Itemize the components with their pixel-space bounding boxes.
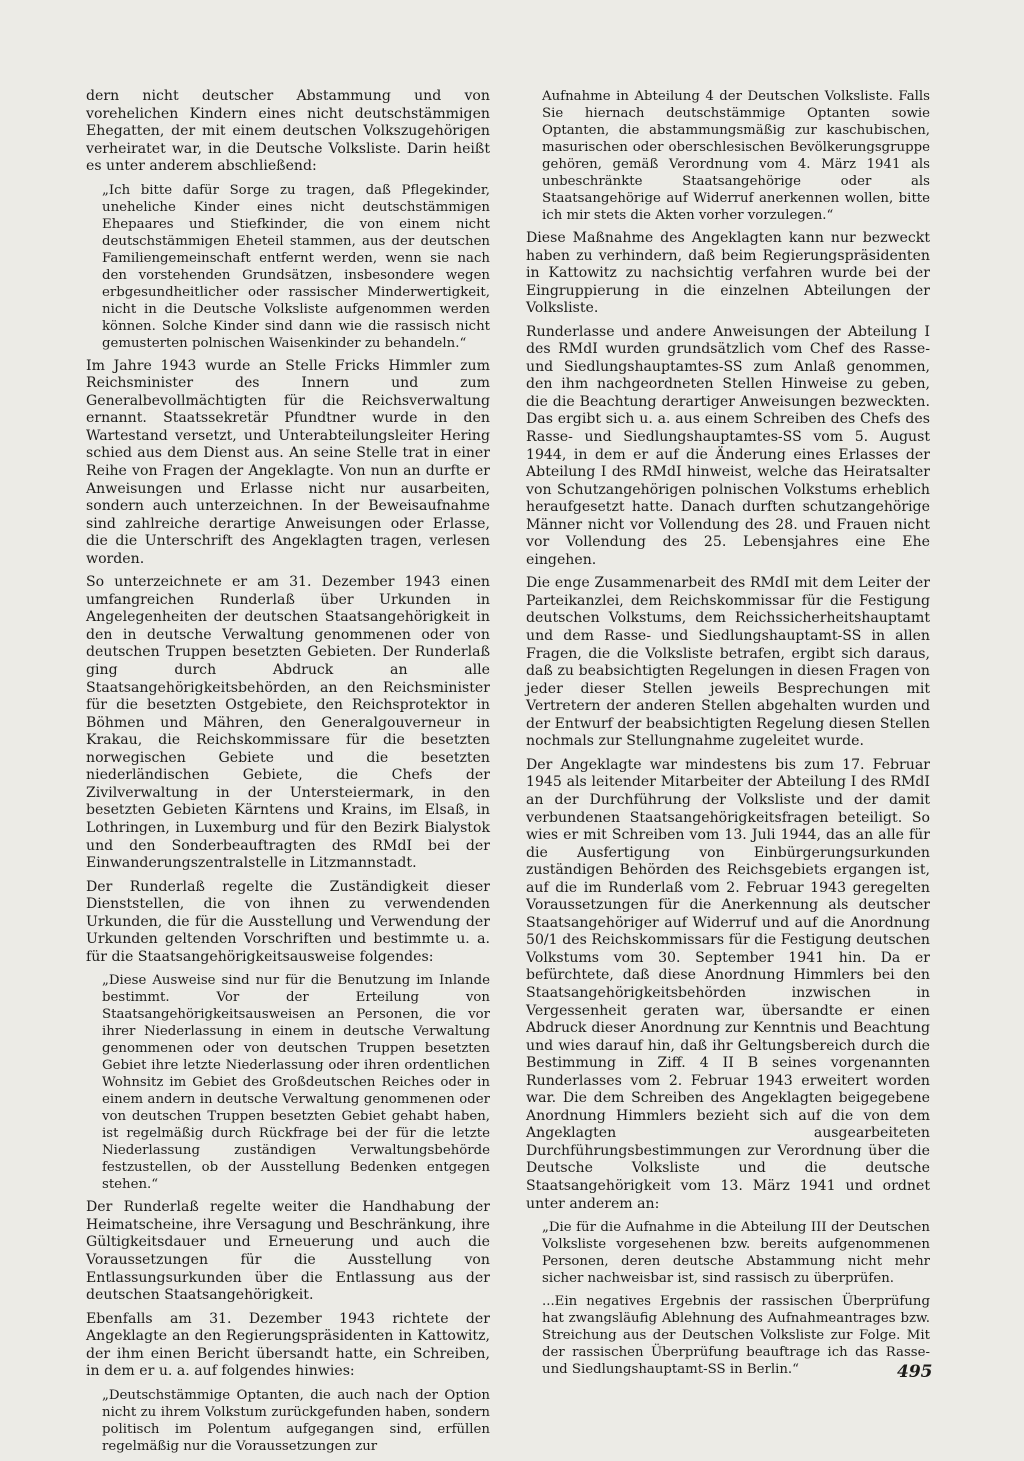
paragraph: Die enge Zusammenarbeit des RMdI mit dem Leiter der Parteikanzlei, dem Reichskommissar für die Festigung deutschen Volkstums, dem Reichssicherheitshauptamt und dem Rasse- und Siedlungshauptamt-SS in allen Fragen, die die Volksliste betrafen, ergibt sich daraus, daß zu beabsichtigten Regelungen in diesen Fragen von jeder dieser Stellen jeweils Besprechungen mit Vertretern der anderen Stellen abgehalten wurden und der Entwurf der beabsichtigten Regelung diesen Stellen nochmals zur Stellungnahme zugeleitet wurde. <box>526 575 930 750</box>
paragraph: Diese Maßnahme des Angeklagten kann nur bezweckt haben zu verhindern, daß beim Regierungspräsidenten in Kattowitz zu nachsichtig verfahren wurde bei der Eingruppierung in die einzelnen Abteilungen der Volksliste. <box>526 230 930 317</box>
paragraph: Der Runderlaß regelte weiter die Handhabung der Heimatscheine, ihre Versagung und Beschränkung, ihre Gültigkeitsdauer und Erneuerung und auch die Voraussetzungen für die Ausstellung von Entlassungsurkunden über die Entlassung aus der deutschen Staatsangehörigkeit. <box>86 1199 490 1304</box>
paragraph: dern nicht deutscher Abstammung und von vorehelichen Kindern eines nicht deutschstämmigen Ehegatten, der mit einem deutschen Volkszugehörigen verheiratet war, in die Deutsche Volksliste. Darin heißt es unter anderem abschließend: <box>86 88 490 175</box>
paragraph: Der Runderlaß regelte die Zuständigkeit dieser Dienststellen, die von ihnen zu verwendenden Urkunden, die für die Ausstellung und Verwendung der Urkunden geltenden Vorschriften und bestimmte u. a. für die Staatsangehörigkeitsausweise folgendes: <box>86 878 490 965</box>
quote-paragraph: „Diese Ausweise sind nur für die Benutzung im Inlande bestimmt. Vor der Erteilung von Staatsangehörigkeitsausweisen an Personen, die vor ihrer Niederlassung in einem in deutsche Verwaltung genommenen oder von deutschen Truppen besetzten Gebiet ihre letzte Niederlassung oder ihren ordentlichen Wohnsitz im Gebiet des Großdeutschen Reiches oder in einem andern in deutsche Verwaltung genommenen oder von deutschen Truppen besetzten Gebiet gehabt haben, ist regelmäßig durch Rückfrage bei der für die letzte Niederlassung zuständigen Verwaltungsbehörde festzustellen, ob der Ausstellung Bedenken entgegen stehen.“ <box>102 973 490 1193</box>
quote-paragraph: Aufnahme in Abteilung 4 der Deutschen Volksliste. Falls Sie hiernach deutschstämmige Optanten sowie Optanten, die abstammungsmäßig zur kaschubischen, masurischen oder oberschlesischen Bevölkerungsgruppe gehören, gemäß Verordnung vom 4. März 1941 als unbeschränkte Staatsangehörige oder als Staatsangehörige auf Widerruf anerkennen wollen, bitte ich mir stets die Akten vorher vorzulegen.“ <box>542 89 930 223</box>
paragraph: Ebenfalls am 31. Dezember 1943 richtete der Angeklagte an den Regierungspräsidenten in Kattowitz, der ihm einen Bericht übersandt hatte, ein Schreiben, in dem er u. a. auf folgendes hinwies: <box>86 1310 490 1380</box>
page-number: 495 <box>897 1362 933 1382</box>
paragraph: Der Angeklagte war mindestens bis zum 17. Februar 1945 als leitender Mitarbeiter der Abteilung I des RMdI an der Durchführung der Volksliste und der damit verbundenen Staatsangehörigkeitsfragen beteiligt. So wies er mit Schreiben vom 13. Juli 1944, das an alle für die Ausfertigung von Einbürgerungsurkunden zuständigen Behörden des Reichsgebiets ergangen ist, auf die im Runderlaß vom 2. Februar 1943 geregelten Voraussetzungen für die Anerkennung als deutscher Staatsangehöriger auf Widerruf und auf die Anordnung 50/1 des Reichskommissars für die Festigung deutschen Volkstums vom 30. September 1941 hin. Da er befürchtete, daß diese Anordnung Himmlers bei den Staatsangehörigkeitsbehörden inzwischen in Vergessenheit geraten war, übersandte er einen Abdruck dieser Anordnung zur Kenntnis und Beachtung und wies darauf hin, daß ihr Geltungsbereich durch die Bestimmung in Ziff. 4 II B seines vorgenannten Runderlasses vom 2. Februar 1943 erweitert worden war. Die dem Schreiben des Angeklagten beigegebene Anordnung Himmlers bezieht sich auf die von dem Angeklagten ausgearbeiteten Durchführungsbestimmungen zur Verordnung über die Deutsche Volksliste und die deutsche Staatsangehörigkeit vom 13. März 1941 und ordnet unter anderem an: <box>526 756 930 1212</box>
left-column <box>86 88 490 1461</box>
quote-paragraph: „Ich bitte dafür Sorge zu tragen, daß Pflegekinder, uneheliche Kinder eines nicht deutschstämmigen Ehepaares und Stiefkinder, die von einem nicht deutschstämmigen Eheteil stammen, aus der deutschen Familiengemeinschaft entfernt werden, wenn sie nach den vorstehenden Grundsätzen, insbesondere wegen erbgesundheitlicher oder rassischer Minderwertigkeit, nicht in die Deutsche Volksliste aufgenommen werden können. Solche Kinder sind dann wie die rassisch nicht gemusterten polnischen Waisenkinder zu behandeln.“ <box>102 182 490 351</box>
quote-paragraph: „Deutschstämmige Optanten, die auch nach der Option nicht zu ihrem Volkstum zurückgefunden haben, sondern politisch im Polentum aufgegangen sind, erfüllen regelmäßig nur die Voraussetzungen zur <box>102 1387 490 1454</box>
quote-paragraph: „Die für die Aufnahme in die Abteilung III der Deutschen Volksliste vorgesehenen bzw. bereits aufgenommenen Personen, deren deutsche Abstammung nicht mehr sicher nachweisbar ist, sind rassisch zu überprüfen. <box>542 1220 930 1287</box>
paragraph: Runderlasse und andere Anweisungen der Abteilung I des RMdI wurden grundsätzlich vom Chef des Rasse- und Siedlungshauptamtes-SS zum Anlaß genommen, den ihm nachgeordneten Stellen Hinweise zu geben, die die Beachtung derartiger Anweisungen bezweckten. Das ergibt sich u. a. aus einem Schreiben des Chefs des Rasse- und Siedlungshauptamtes-SS vom 5. August 1944, in dem er auf die Änderung eines Erlasses der Abteilung I des RMdI hinweist, welche das Heiratsalter von Schutzangehörigen polnischen Volkstums erheblich heraufgesetzt hatte. Danach durften schutzangehörige Männer nicht vor Vollendung des 28. und Frauen nicht vor Vollendung des 25. Lebensjahres eine Ehe eingehen. <box>526 323 930 568</box>
paragraph: So unterzeichnete er am 31. Dezember 1943 einen umfangreichen Runderlaß über Urkunden in Angelegenheiten der deutschen Staatsangehörigkeit in den in deutsche Verwaltung genommenen oder von deutschen Truppen besetzten Gebieten. Der Runderlaß ging durch Abdruck an alle Staatsangehörigkeitsbehörden, an den Reichsminister für die besetzten Ostgebiete, den Reichsprotektor in Böhmen und Mähren, den Generalgouverneur in Krakau, die Reichskommissare für die besetzten norwegischen Gebiete und die besetzten niederländischen Gebiete, die Chefs der Zivilverwaltung in der Untersteiermark, in den besetzten Gebieten Kärntens und Krains, im Elsaß, in Lothringen, in Luxemburg und für den Bezirk Bialystok und den Sonderbeauftragten des RMdI bei der Einwanderungszentralstelle in Litzmannstadt. <box>86 574 490 872</box>
quote-paragraph: ...Ein negatives Ergebnis der rassischen Überprüfung hat zwangsläufig Ablehnung des Aufnahmeantrages bzw. Streichung aus der Deutschen Volksliste zur Folge. Mit der rassischen Überprüfung beauftrage ich das Rasse- und Siedlungshauptamt-SS in Berlin.“ <box>542 1294 930 1378</box>
right-column <box>526 88 930 1384</box>
paragraph: Im Jahre 1943 wurde an Stelle Fricks Himmler zum Reichsminister des Innern und zum Generalbevollmächtigten für die Reichsverwaltung ernannt. Staatssekretär Pfundtner wurde in den Wartestand versetzt, und Unterabteilungsleiter Hering schied aus dem Dienst aus. An seine Stelle trat in einer Reihe von Fragen der Angeklagte. Von nun an durfte er Anweisungen und Erlasse nicht nur ausarbeiten, sondern auch unterzeichnen. In der Beweisaufnahme sind zahlreiche derartige Anweisungen oder Erlasse, die die Unterschrift des Angeklagten tragen, verlesen worden. <box>86 357 490 567</box>
